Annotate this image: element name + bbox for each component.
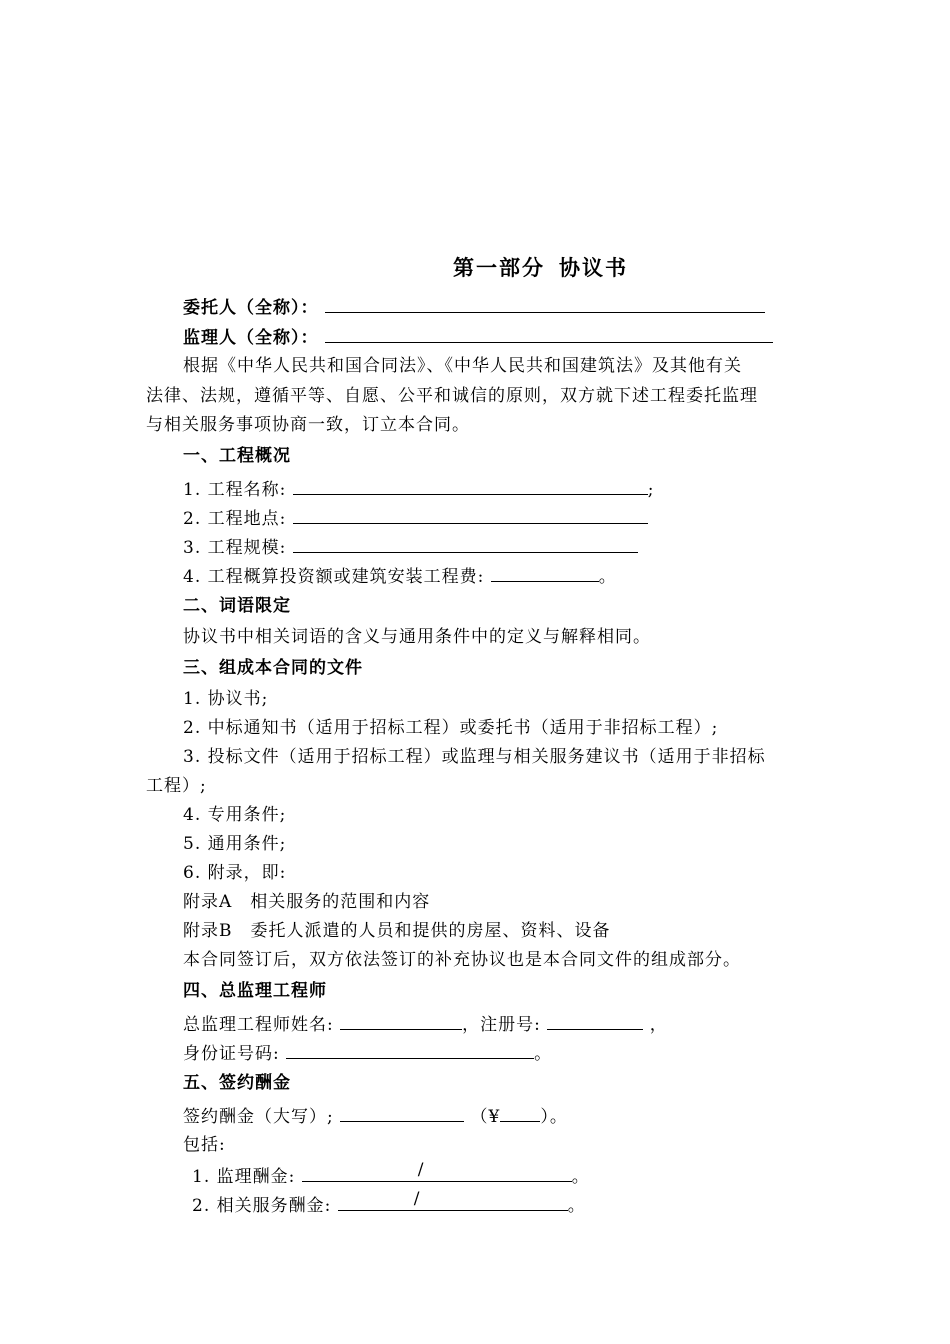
- project-budget-line: [183, 563, 617, 589]
- related-service-fee-slash: /: [413, 1189, 421, 1209]
- intro-line-2: 法律、法规，遵循平等、自愿、公平和诚信的原则，双方就下述工程委托监理: [146, 386, 758, 406]
- contract-fee-open: （¥: [470, 1107, 501, 1127]
- registration-number-field[interactable]: [547, 1011, 643, 1030]
- supervision-fee-end: 。: [571, 1167, 590, 1187]
- document-item-1: 1. 协议书;: [183, 689, 269, 709]
- document-item-2: 2. 中标通知书（适用于招标工程）或委托书（适用于非招标工程）;: [183, 718, 719, 738]
- chief-engineer-name-field[interactable]: [340, 1011, 462, 1030]
- project-scale-line: [183, 534, 638, 560]
- appendix-b: 附录B 委托人派遣的人员和提供的房屋、资料、设备: [183, 921, 611, 941]
- contract-fee-amount-field[interactable]: [500, 1103, 540, 1122]
- appendix-a: 附录A 相关服务的范围和内容: [183, 892, 431, 912]
- project-name-end: ;: [647, 480, 655, 500]
- chief-engineer-name-label: 总监理工程师姓名:: [183, 1015, 334, 1035]
- supervisor-label: 监理人（全称）：: [183, 328, 319, 348]
- intro-line-3: 与相关服务事项协商一致，订立本合同。: [146, 415, 470, 435]
- project-scale-label: 3. 工程规模:: [183, 538, 287, 558]
- registration-end: ，: [649, 1015, 668, 1035]
- document-item-5: 5. 通用条件;: [183, 834, 287, 854]
- section-4-heading: 四、总监理工程师: [183, 981, 327, 1001]
- id-number-end: 。: [534, 1044, 553, 1064]
- supervisor-line: [183, 324, 773, 350]
- id-number-field[interactable]: [286, 1040, 534, 1059]
- client-line: [183, 294, 765, 320]
- contract-fee-close: ）。: [540, 1107, 568, 1127]
- section-2-text: 协议书中相关词语的含义与通用条件中的定义与解释相同。: [183, 627, 651, 647]
- project-budget-field[interactable]: [491, 563, 599, 582]
- project-location-line: [183, 505, 648, 531]
- project-location-field[interactable]: [293, 505, 648, 524]
- registration-label: ，注册号:: [462, 1015, 541, 1035]
- title-name: 协议书: [559, 256, 628, 280]
- supplement-note: 本合同签订后，双方依法签订的补充协议也是本合同文件的组成部分。: [183, 950, 741, 970]
- chief-engineer-line: [183, 1011, 668, 1037]
- section-1-heading: 一、工程概况: [183, 446, 291, 466]
- page-title: [453, 256, 628, 280]
- title-part: 第一部分: [453, 256, 545, 280]
- supervision-fee-label: 1. 监理酬金:: [192, 1167, 296, 1187]
- document-item-6: 6. 附录，即:: [183, 863, 287, 883]
- supervision-fee-line: [192, 1160, 590, 1189]
- project-name-line: [183, 476, 655, 502]
- document-item-4: 4. 专用条件;: [183, 805, 287, 825]
- supervisor-name-field[interactable]: [325, 324, 773, 343]
- project-location-label: 2. 工程地点:: [183, 509, 287, 529]
- client-name-field[interactable]: [325, 294, 765, 313]
- related-service-fee-label: 2. 相关服务酬金:: [192, 1196, 332, 1216]
- related-service-fee-end: 。: [567, 1196, 586, 1216]
- contract-fee-words-field[interactable]: [340, 1103, 464, 1122]
- document-item-3a: 3. 投标文件（适用于招标工程）或监理与相关服务建议书（适用于非招标: [183, 747, 766, 767]
- section-3-heading: 三、组成本合同的文件: [183, 658, 363, 678]
- section-5-heading: 五、签约酬金: [183, 1073, 291, 1093]
- id-number-line: [183, 1040, 552, 1066]
- project-budget-end: 。: [598, 567, 617, 587]
- supervision-fee-slash: /: [417, 1160, 425, 1180]
- client-label: 委托人（全称）：: [183, 298, 319, 318]
- includes-label: 包括:: [183, 1135, 226, 1155]
- related-service-fee-line: [192, 1189, 586, 1218]
- related-service-fee-field[interactable]: [338, 1189, 568, 1211]
- project-name-label: 1. 工程名称:: [183, 480, 287, 500]
- intro-line-1: 根据《中华人民共和国合同法》、《中华人民共和国建筑法》及其他有关: [183, 356, 742, 376]
- document-item-3b: 工程）;: [146, 776, 207, 796]
- project-budget-label: 4. 工程概算投资额或建筑安装工程费:: [183, 567, 485, 587]
- contract-fee-label: 签约酬金（大写）;: [183, 1107, 334, 1127]
- contract-fee-line: [183, 1103, 568, 1129]
- project-scale-field[interactable]: [293, 534, 638, 553]
- project-name-field[interactable]: [293, 476, 648, 495]
- section-2-heading: 二、词语限定: [183, 596, 291, 616]
- supervision-fee-field[interactable]: [302, 1160, 572, 1182]
- id-number-label: 身份证号码:: [183, 1044, 280, 1064]
